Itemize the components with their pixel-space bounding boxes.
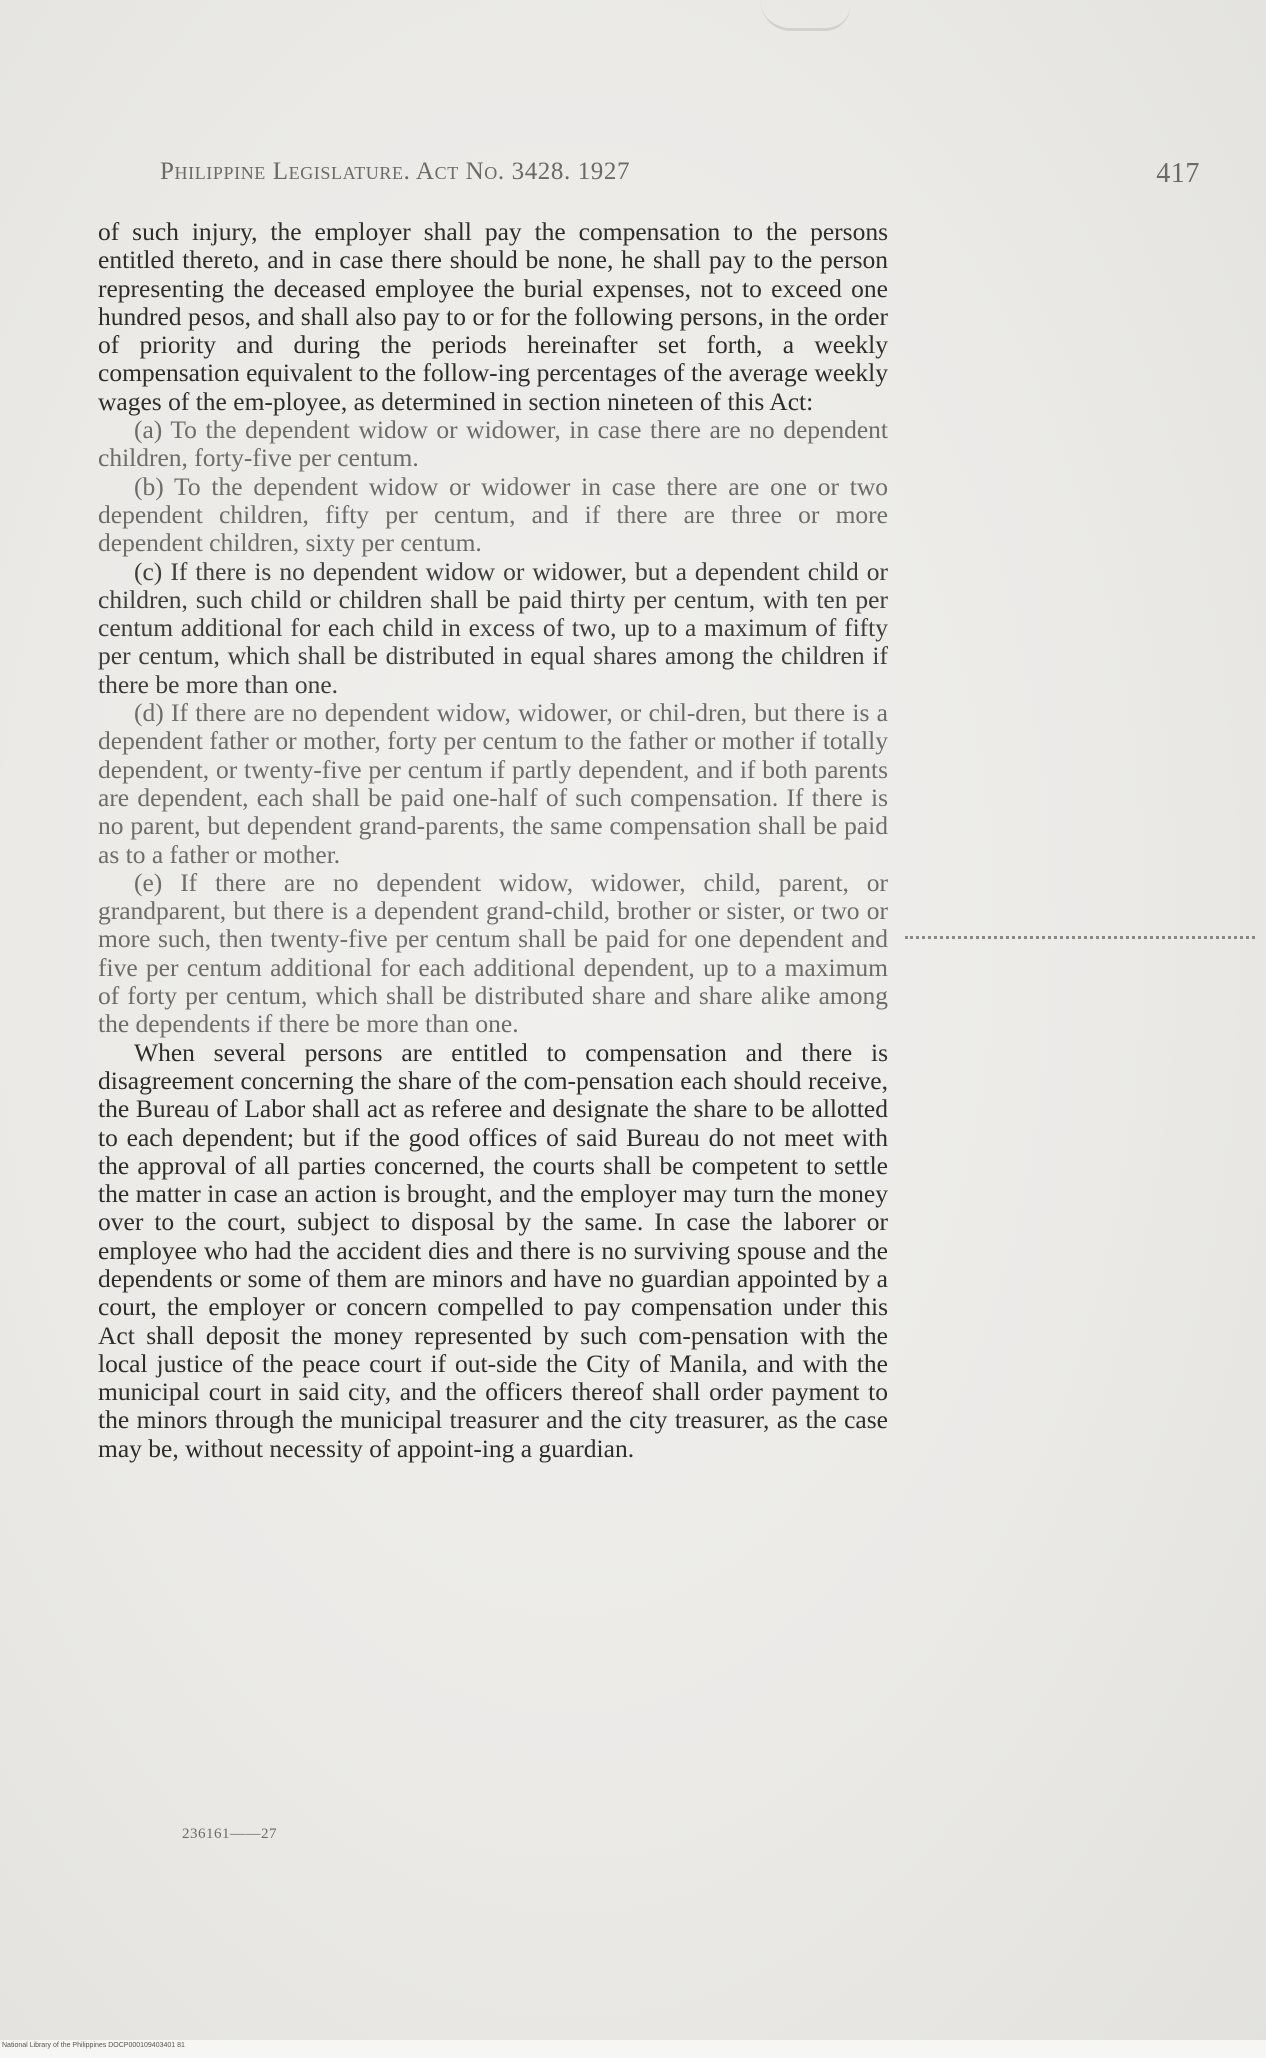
body-text bbox=[98, 218, 888, 1463]
clause-a: (a) To the dependent widow or widower, in case there are no dependent children, forty-five per centum. bbox=[98, 415, 888, 473]
clause-d: (d) If there are no dependent widow, widower, or chil-dren, but there is a dependent father or mother, forty per centum to the father or mother if totally dependent, or twenty-five per centum if partly dependent, and if both parents are dependent, each shall be paid one-half of such compensation. If there is no parent, but dependent grand-parents, the same compensation shall be paid as to a father or mother. bbox=[98, 698, 888, 869]
scan-artifact-dotted-line bbox=[905, 936, 1255, 943]
closing-paragraph: When several persons are entitled to compensation and there is disagreement concerning the share of the com-pensation each should receive, the Bureau of Labor shall act as referee and designate the share to be allotted to each dependent; but if the good offices of said Bureau do not meet with the approval of all parties concerned, the courts shall be competent to settle the matter in case an action is brought, and the employer may turn the money over to the court, subject to disposal by the same. In case the laborer or employee who had the accident dies and there is no surviving spouse and the dependents or some of them are minors and have no guardian appointed by a court, the employer or concern compelled to pay compensation under this Act shall deposit the money represented by such com-pensation with the local justice of the peace court if out-side the City of Manila, and with the municipal court in said city, and the officers thereof shall order payment to the minors through the municipal treasurer and the city treasurer, as the case may be, without necessity of appoint-ing a guardian. bbox=[98, 1037, 888, 1463]
clause-e: (e) If there are no dependent widow, widower, child, parent, or grandparent, but there is a dependent grand-child, brother or sister, or two or more such, then twenty-five per centum shall be paid for one dependent and five per centum additional for each additional dependent, up to a maximum of forty per centum, which shall be distributed share and share alike among the dependents if there be more than one. bbox=[98, 867, 888, 1039]
print-code: 236161——27 bbox=[182, 1826, 277, 1842]
running-title: Philippine Legislature. Act No. 3428. 1927 bbox=[160, 158, 631, 185]
scan-footer-text: National Library of the Philippines DOCP000109403401 81 bbox=[2, 2042, 185, 2049]
scan-footer-strip bbox=[0, 2040, 1266, 2058]
page-header bbox=[160, 158, 1200, 198]
page-number: 417 bbox=[1156, 158, 1200, 189]
clause-b: (b) To the dependent widow or widower in case there are one or two dependent children, fifty per centum, and if there are three or more dependent children, sixty per centum. bbox=[98, 471, 888, 558]
intro-paragraph: of such injury, the employer shall pay the compensation to the persons entitled thereto, and in case there should be none, he shall pay to the person representing the deceased employee the burial expenses, not to exceed one hundred pesos, and shall also pay to or for the following persons, in the order of priority and during the periods hereinafter set forth, a weekly compensation equivalent to the follow-ing percentages of the average weekly wages of the em-ployee, as determined in section nineteen of this Act: bbox=[98, 217, 888, 416]
clause-c: (c) If there is no dependent widow or widower, but a dependent child or children, such child or children shall be paid thirty per centum, with ten per centum additional for each child in excess of two, up to a maximum of fifty per centum, which shall be distributed in equal shares among the children if there be more than one. bbox=[98, 556, 888, 699]
scan-artifact-mark bbox=[760, 0, 850, 31]
